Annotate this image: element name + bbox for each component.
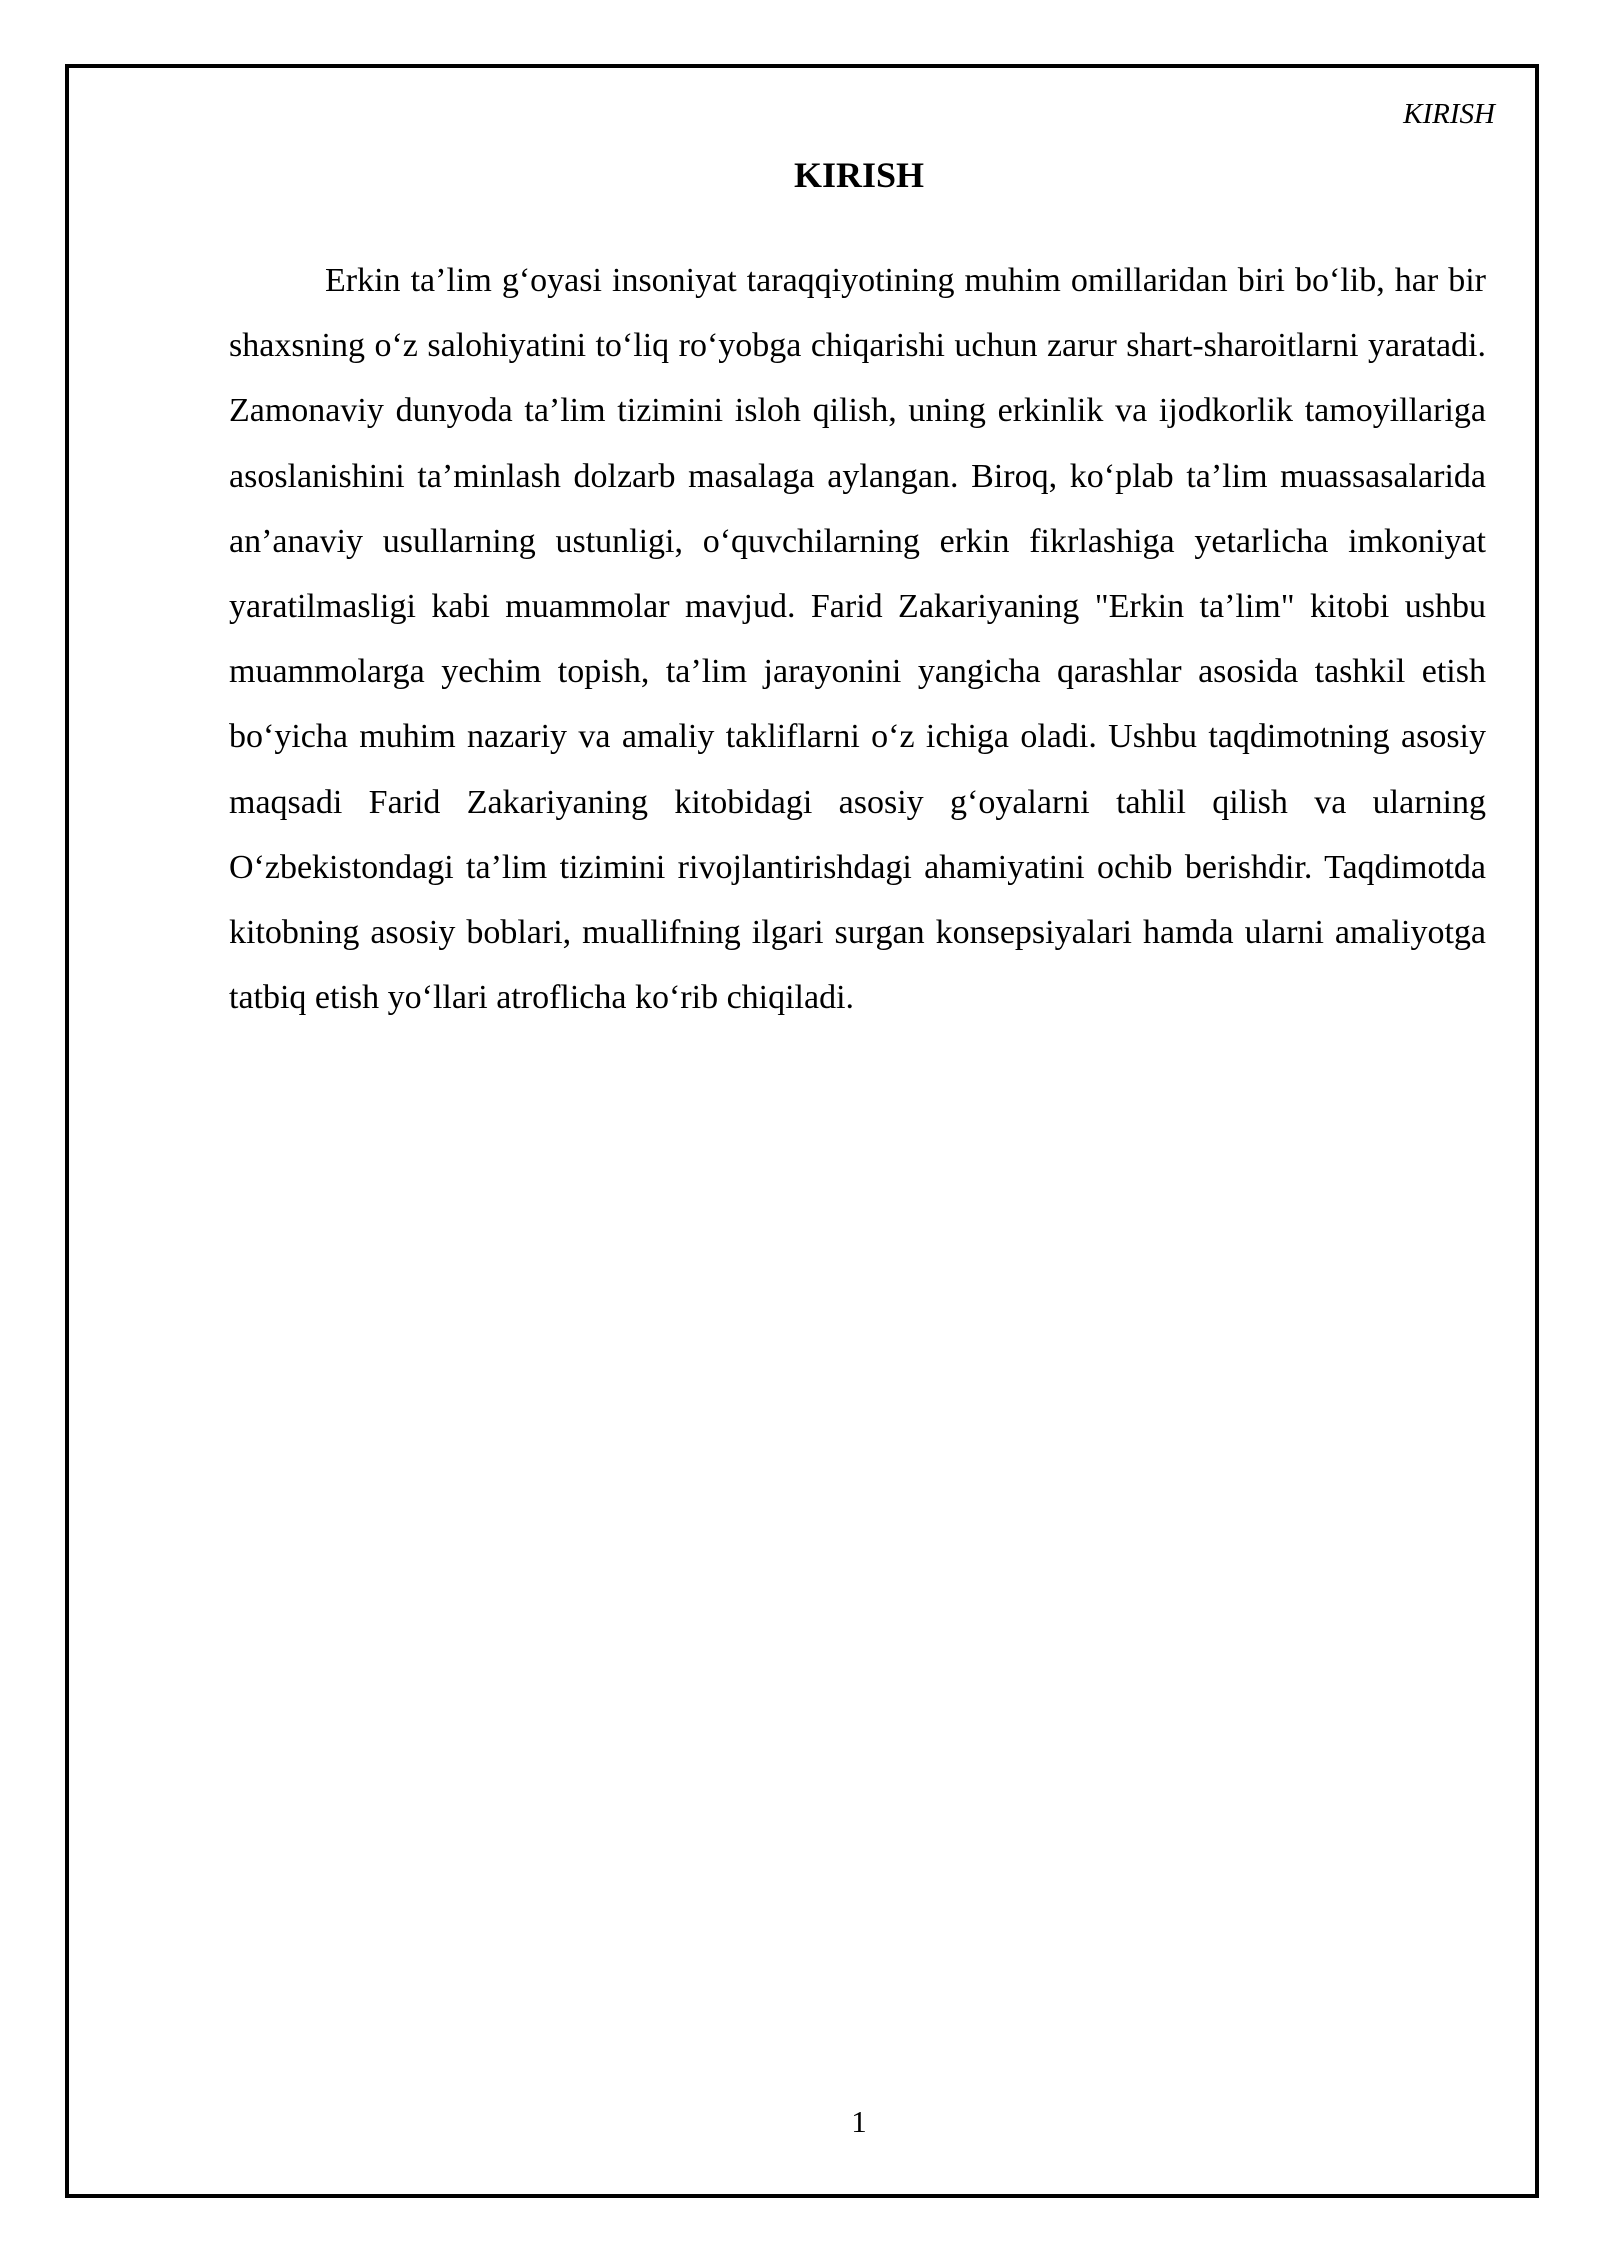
page-title: KIRISH: [793, 155, 925, 195]
running-header: KIRISH: [1403, 98, 1495, 130]
page-number: 1: [851, 2104, 867, 2139]
body-paragraph: Erkin ta’lim g‘oyasi insoniyat taraqqiyotining muhim omillaridan biri bo‘lib, har bir shaxsning o‘z salohiyatini to‘liq ro‘yobga chiqarishi uchun zarur shart-sharoitlarni yaratadi. Zamonaviy dunyoda ta’lim tizimini isloh qilish, uning erkinlik va ijodkorlik tamoyillariga asoslanishini ta’minlash dolzarb masalaga aylangan. Biroq, ko‘plab ta’lim muassasalarida an’anaviy usullarning ustunligi, o‘quvchilarning erkin fikrlashiga yetarlicha imkoniyat yaratilmasligi kabi muammolar mavjud. Farid Zakariyaning "Erkin ta’lim" kitobi ushbu muammolarga yechim topish, ta’lim jarayonini yangicha qarashlar asosida tashkil etish bo‘yicha muhim nazariy va amaliy takliflarni o‘z ichiga oladi. Ushbu taqdimotning asosiy maqsadi Farid Zakariyaning kitobidagi asosiy g‘oyalarni tahlil qilish va ularning O‘zbekistondagi ta’lim tizimini rivojlantirishdagi ahamiyatini ochib berishdir. Taqdimotda kitobning asosiy boblari, muallifning ilgari surgan konsepsiyalari hamda ularni amaliyotga tatbiq etish yo‘llari atroflicha ko‘rib chiqiladi.: [229, 262, 1486, 1017]
